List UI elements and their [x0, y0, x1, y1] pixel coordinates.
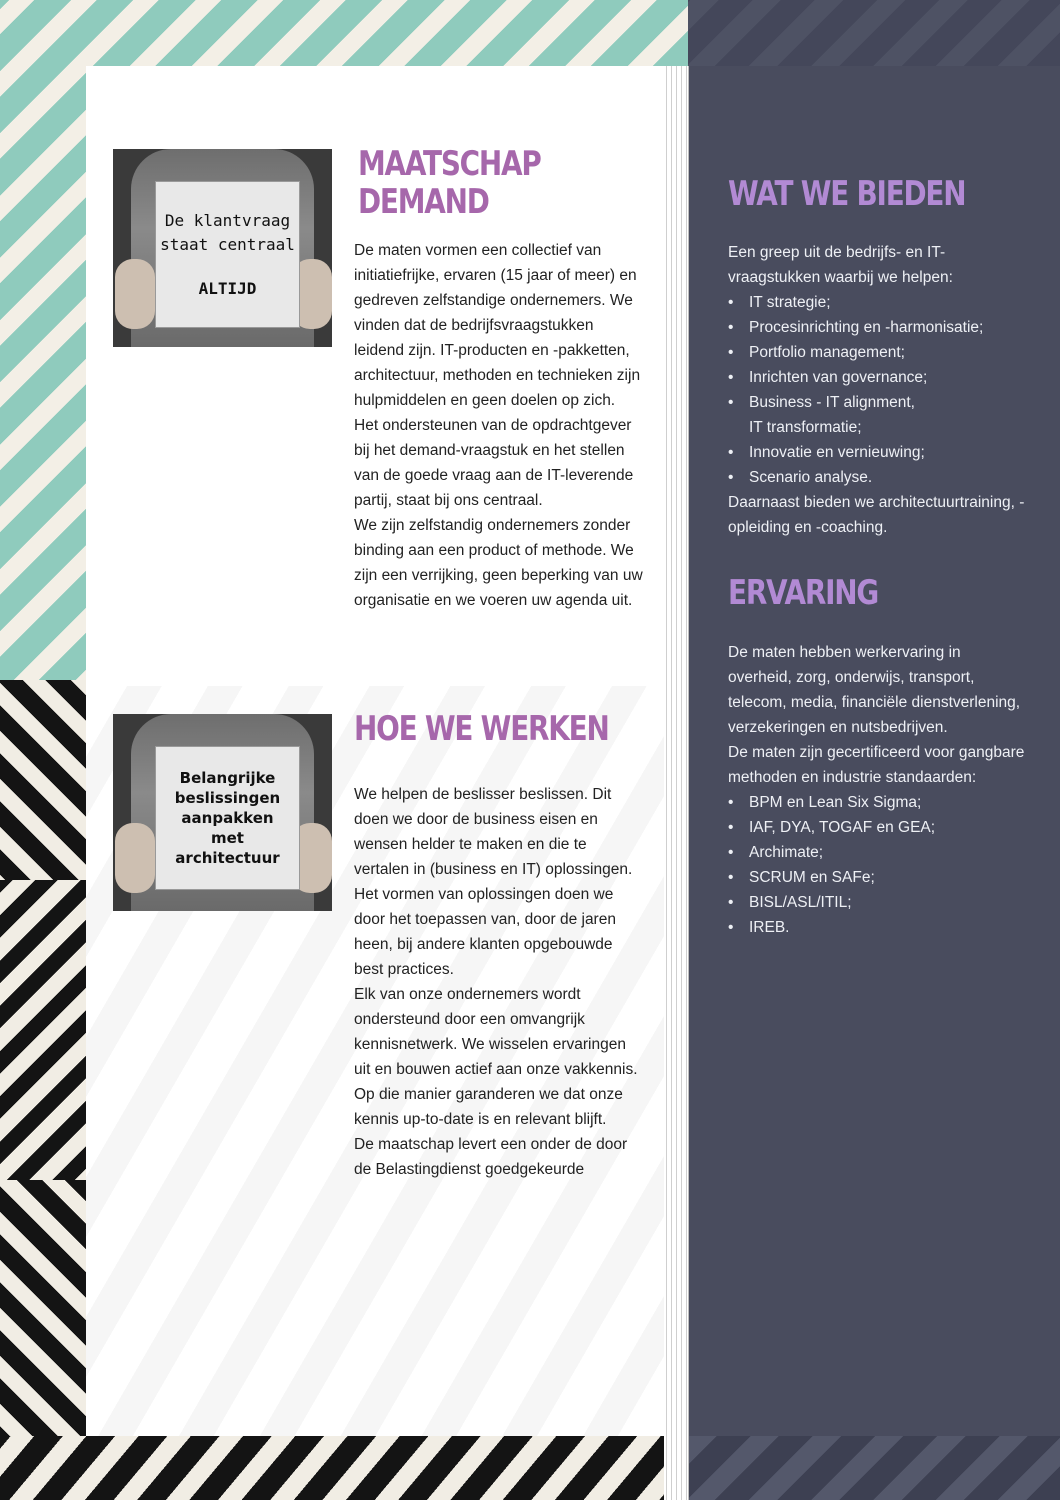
- list-item: • IREB.: [728, 915, 1028, 940]
- section-body-maatschap: [354, 238, 644, 613]
- list-item: • Portfolio management;: [728, 340, 1028, 365]
- offer-outro: Daarnaast bieden we architectuurtraining, -opleiding en -coaching.: [728, 494, 1025, 536]
- list-item: • IT strategie;: [728, 290, 1028, 315]
- sign-line: Belangrijke: [179, 769, 276, 787]
- photo-sign: [155, 746, 300, 890]
- page-divider: [664, 66, 689, 1500]
- paragraph: Het vormen van oplossingen doen we door het toepassen van, door de jaren heen, bij andere klanten opgebouwde best practices.: [354, 886, 616, 978]
- experience-intro-2: De maten zijn gecertificeerd voor gangbare methoden en industrie standaarden:: [728, 744, 1025, 786]
- photo-klantvraag: [113, 149, 332, 347]
- paragraph: We zijn zelfstandig ondernemers zonder binding aan een product of methode. We zijn een verrijking, geen beperking van uw organisatie en we voeren uw agenda uit.: [354, 517, 643, 609]
- sign-line: ALTIJD: [198, 278, 257, 298]
- left-hand-shape: [115, 259, 155, 329]
- section-title-hoe-we-werken: HOE WE WERKEN: [354, 709, 609, 749]
- sidebar-top-stripes: [688, 0, 1060, 66]
- sidebar-bottom-stripes: [688, 1436, 1060, 1500]
- sign-line: met: [211, 829, 244, 847]
- sidebar-body-ervaring: [728, 640, 1028, 940]
- paragraph: Elk van onze ondernemers wordt ondersteund door een omvangrijk kennisnetwerk. We wisselen ervaringen uit en bouwen actief aan onze vakkennis. Op die manier garanderen we dat onze kennis up-to-date is en relevant blijft.: [354, 986, 638, 1128]
- section-title-maatschap: [358, 145, 541, 221]
- left-hand-shape: [115, 823, 155, 893]
- photo-sign: [155, 181, 300, 328]
- section-body-hoe-we-werken: [354, 782, 644, 1182]
- list-item: • BPM en Lean Six Sigma;: [728, 790, 1028, 815]
- paragraph: De maten vormen een collectief van initiatiefrijke, ervaren (15 jaar of meer) en gedreven zelfstandige ondernemers. We vinden dat de bedrijfsvraagstukken leidend zijn. IT-producten en -pakketten, architectuur, methoden en technieken zijn hulpmiddelen en geen doelen op zich.: [354, 242, 641, 409]
- list-item: • IAF, DYA, TOGAF en GEA;: [728, 815, 1028, 840]
- sign-line: architectuur: [175, 849, 280, 867]
- list-item: • SCRUM en SAFe;: [728, 865, 1028, 890]
- list-item: • Innovatie en vernieuwing;: [728, 440, 1028, 465]
- sidebar-body-wat-we-bieden: [728, 240, 1028, 540]
- list-item: • Business - IT alignment, IT transformatie;: [728, 390, 929, 440]
- offer-list: [728, 290, 1028, 490]
- photo-beslissingen: [113, 714, 332, 911]
- sign-line: De klantvraag: [164, 210, 291, 230]
- list-item: • Inrichten van governance;: [728, 365, 1028, 390]
- bottom-stripe-band: [0, 1436, 688, 1500]
- list-item: • BISL/ASL/ITIL;: [728, 890, 1028, 915]
- experience-list: [728, 790, 1028, 940]
- sign-line: aanpakken: [181, 809, 274, 827]
- paragraph: De maatschap levert een onder de door de Belastingdienst goedgekeurde: [354, 1136, 628, 1178]
- title-line: MAATSCHAP: [358, 144, 541, 184]
- sidebar-title-ervaring: ERVARING: [728, 573, 878, 613]
- paragraph: We helpen de beslisser beslissen. Dit doen we door de business eisen en wensen helder te maken en die te vertalen in (business en IT) oplossingen.: [354, 786, 633, 878]
- sign-line: beslissingen: [174, 789, 281, 807]
- sidebar-title-wat-we-bieden: WAT WE BIEDEN: [728, 174, 966, 214]
- list-item: • Procesinrichting en -harmonisatie;: [728, 315, 1028, 340]
- list-item: • Archimate;: [728, 840, 1028, 865]
- paragraph: Het ondersteunen van de opdrachtgever bij het demand-vraagstuk en het stellen van de goede vraag aan de IT-leverende partij, staat bij ons centraal.: [354, 417, 634, 509]
- offer-intro: Een greep uit de bedrijfs- en IT-vraagstukken waarbij we helpen:: [728, 244, 953, 286]
- experience-intro: De maten hebben werkervaring in overheid, zorg, onderwijs, transport, telecom, media, financiële dienstverlening, verzekeringen en nutsbedrijven.: [728, 644, 1021, 736]
- title-line: DEMAND: [358, 182, 489, 222]
- sign-line: staat centraal: [160, 234, 295, 254]
- list-item: • Scenario analyse.: [728, 465, 1028, 490]
